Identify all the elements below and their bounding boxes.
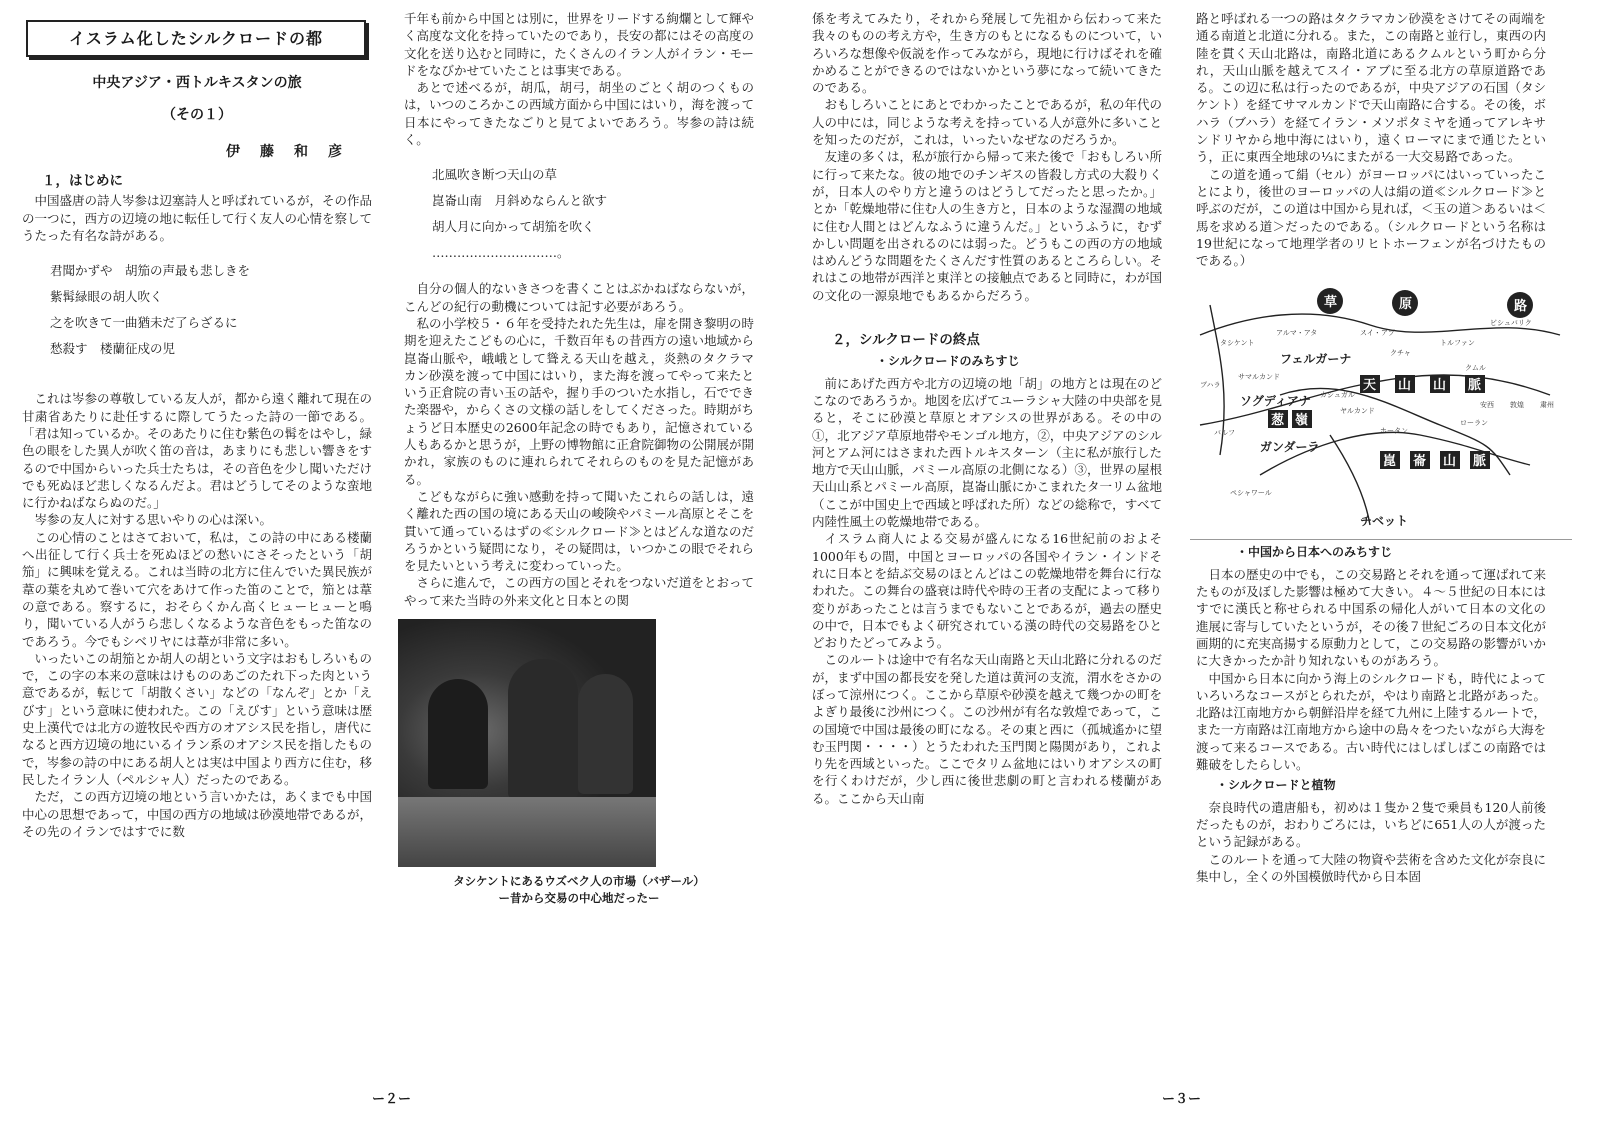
paragraph: いったいこの胡笳とか胡人の胡という文字はおもしろいもので，この字の本来の意味はけもののあごのたれ下った肉という意であるが，転じて「胡散くさい」などの「なんぞ」とか「えびす」という意味に使われた。この「えびす」という意味は歴史上漢代では北方の遊牧民や西方のオアシス民を指し，唐代になると西方辺境の地にいるイラン系のオアシス民を指したもので，岑参の詩の中にある胡人とは実は中国より西方に住む，移民したイラン人（ペルシャ人）だったのである。 [22,650,373,787]
paragraph: 中国盛唐の詩人岑参は辺塞詩人と呼ばれているが，その作品の一つに，西方の辺境の地に転任して行く友人の心情を察してうたった有名な詩がある。 [22,193,373,244]
poem-line: 愁殺す 楼蘭征戍の児 [50,341,176,357]
subsection-heading: ・中国から日本へのみちすじ [1236,545,1393,560]
map-city: 粛州 [1540,401,1554,410]
map-label-pamir-2: 嶺 [1295,413,1309,429]
map-label-steppe-3: 路 [1514,299,1528,315]
poem-line: 紫髯緑眼の胡人吹く [50,289,163,305]
poem-2 [432,162,754,266]
map-city: 敦煌 [1510,401,1524,410]
page-number-left: ー２ー [372,1092,412,1107]
poem-line: …………………………。 [432,245,570,261]
poem-line: 北風吹き断つ天山の草 [432,167,558,183]
map-label-gandhara: ガンダーラ [1260,440,1320,455]
map-city: サマルカンド [1238,373,1280,382]
paragraph: 奈良時代の遣唐船も，初めは１隻か２隻で乗員も120人前後だったものが，おわりごろには，いちどに651人の人が渡ったという記録がある。 [1196,799,1546,850]
map-city: タシケント [1220,339,1255,348]
map-label-ferghana: フェルガーナ [1280,352,1352,367]
paragraph: 私の小学校５・６年を受持たれた先生は，扉を開き黎明の時期を迎えたこどもの心に，千数百年もの昔西方の遠い地域から崑崙山脈や，峨峨として聳える天山を越え，炎熱のタクラマカン砂漠を渡って中国にはいり，また海を渡ってやって来たという正倉院の青い玉の話や，握り手のついた水指し，石でできた楽器や，からくさの文様の話しをしてくださった。時期がちょうど日本歴史の2600年記念の時でもあり，記憶されている人もあるかと思うが，上野の博物館に正倉院御物の公開展が開かれ，家族のものに連れられてそれらのものを見た記憶がある。 [404,315,755,487]
map-label-pamir-1: 葱 [1271,413,1285,429]
map-city: ビシュバリク [1490,319,1532,328]
photo-caption-line-1: タシケントにあるウズベク人の市場（バザール） [453,874,705,889]
poem-line: 君聞かずや 胡笳の声最も悲しきを [50,263,251,279]
paragraph: 路と呼ばれる一つの路はタクラマカン砂漠をさけてその両端を通る南道と北道に分れる。また，この南路と並行し，東西の内陸を貫く天山北路は，南路北道にあるクムルという町から分れ，天山山脈を越えてスイ・アブに至る北方の草原道路である。この辺に私は行ったのであるが，中央アジアの石国（タシケント）を経てサマルカンドで天山南路に合する。その後，ボハラ（ブハラ）を経てイラン・メソポタミヤを通ってアレキサンドリヤから地中海にはいり，遠くローマにまで通じたという，正に東西全地球の⅓にまたがる一大交易路であった。 [1196,11,1547,165]
author-name: 伊藤和彦 [226,143,362,160]
market-photo [398,619,656,867]
section-heading-2: ２，シルクロードの終点 [832,332,980,349]
map-label-kunlun-3: 山 [1443,454,1457,470]
map-city: カシュガル [1320,391,1355,400]
map-label-tianshan-1: 天 [1363,378,1377,394]
paragraph: これは岑参の尊敬している友人が，都から遠く離れて現在の甘粛省あたりに赴任するに際してうたった詩の一節である。「君は知っているか。そのあたりに住む紫色の髯をはやし，緑色の眼をした異人が吹く笛の音は，あまりにも悲しい響きをするので中国からいった兵士たちは，その音色を少し聞いただけでも死ぬほど悲しくなるんだよ。君はどうしてそのような蛮地に行かねばならぬのだ。」 [22,391,373,511]
paragraph: 中国から日本に向かう海上のシルクロードも，時代によっていろいろなコースがとられたが，やはり南路と北路があった。北路は江南地方から朝鮮沿岸を経て九州に上陸するルートで，また一方南路は江南地方から途中の島々をつたいながら大海を渡って来るコースである。古い時代にはしばしばこの南路では難破をしたらしい。 [1196,670,1547,773]
map-label-tianshan-3: 山 [1433,378,1447,394]
column-1 [22,14,372,1074]
paragraph: この心情のことはさておいて，私は，この詩の中にある楼蘭へ出征して行く兵士を死ぬほどの愁いにさそったという「胡笳」に興味を覚える。これは当時の北方に住んでいた異民族が葦の葉を丸めて巻いて穴をあけて作った笛のことで，笳とは葦の意である。察するに，おそらくかん高くヒューヒューと鳴り，聞いている人がうら悲しくなるような音色をもった笛なのであろう。今でもシベリヤには葦が非常に多い。 [22,529,373,649]
map-city: ローラン [1460,419,1488,428]
map-city: 安西 [1480,401,1494,410]
column-3 [812,10,1162,1070]
map-city: クチャ [1390,349,1411,358]
paragraph: 日本の歴史の中でも，この交易路とそれを通って運ばれて来たものが及ぼした影響は極めて大きい。４～５世紀の日本にはすでに漢氏と称せられる中国系の帰化人がいて日本の文化の進展に寄与していたというが，その後７世紀ごろの日本文化が画期的に充実高揚する原動力として，この交易路の影響がいかに大きかったか計り知れないものがあろう。 [1196,566,1547,669]
article-title: イスラム化したシルクロードの都 [26,20,366,57]
map-label-kunlun-1: 崑 [1383,454,1397,470]
paragraph: 岑参の友人に対する思いやりの心は深い。 [34,512,273,528]
paragraph: さらに進んで，この西方の国とそれをつないだ道をとおってやって来た当時の外来文化と日本との関 [404,575,754,608]
map-city: クムル [1465,364,1486,373]
silk-road-map [1190,275,1572,540]
paragraph: ただ，この西方辺境の地という言いかたは，あくまでも中国中心の思想であって，中国の西方の地域は砂漠地帯であるが，その先のイランではすでに数 [22,789,373,839]
paragraph: 前にあげた西方や北方の辺境の地「胡」の地方とは現在のどこなのであろうか。地図を広げてユーラシャ大陸の中央部を見ると，そこに砂漠と草原とオアシスの世界がある。その中の①，北アジア草原地帯やモンゴル地方，②，中央アジアのシル河とアム河にはさまれた西トルキスターン（主に私が旅行した地方で天山山脈，パミール高原の北側になる）③，世界の屋根天山山系とパミール高原，崑崙山脈にかこまれたタ一リム盆地（ここが中国史上で西域と呼ばれた所）などの総称で，すべて内陸性風土の乾燥地帯である。 [812,375,1163,530]
map-label-sogdiana: ソグディアナ [1240,394,1311,409]
map-drawing [1190,275,1572,539]
paragraph: この道を通って絹（セル）がヨーロッパにはいっていったことにより，後世のヨーロッパの人は絹の道≪シルクロード≫と呼ぶのだが，この道は中国から見れば，＜玉の道＞あるいは＜馬を求める道＞だったのである。（シルクロードという名称は19世紀になって地理学者のリヒトホーフェンが名づけたものである。） [1196,166,1547,269]
poem-line: 崑崙山南 月斜めならんと欲す [432,193,608,209]
map-city: ホータン [1380,427,1408,436]
map-label-steppe-1: 草 [1324,295,1338,311]
poem-line: 胡人月に向かって胡笳を吹く [432,219,595,235]
map-city: アルマ・アタ [1276,329,1318,338]
paragraph: おもしろいことにあとでわかったことであるが，私の年代の人の中には，同じような考えを持っている人が意外に多いことを知ったのだが，これは，いったいなぜなのだろうか。 [812,97,1163,148]
map-city: ペシャワール [1230,489,1272,498]
map-city: ブハラ [1200,381,1221,390]
column-2 [404,10,754,1070]
map-city: トルファン [1440,339,1475,348]
page-number-right: ー３ー [1162,1092,1202,1107]
paragraph: このルートを通って大陸の物資や芸術を含めた文化が奈良に集中し，全くの外国模倣時代から日本固 [1196,851,1547,884]
map-label-tianshan-4: 脈 [1468,378,1482,394]
map-label-kunlun-2: 崙 [1413,454,1427,470]
map-city: バルフ [1214,429,1235,438]
paragraph: 千年も前から中国とは別に，世界をリードする絢爛として輝やく高度な文化を持っていたのであり，長安の都にはその高度の文化を送り込むと同時に，たくさんのイラン人がイラン・モードをなびかせていたことは事実である。 [404,11,755,78]
paragraph: 自分の個人的ないきさつを書くことはぶかねばならないが，こんどの紀行の動機については記す必要があろう。 [404,281,755,314]
article-subtitle: 中央アジア・西トルキスタンの旅 [92,75,302,92]
map-label-steppe-2: 原 [1399,297,1413,313]
map-city: ヤルカンド [1340,407,1375,416]
subsection-heading: ・シルクロードと植物 [1216,778,1336,793]
map-city: スイ・アブ [1360,329,1395,338]
poem-1 [50,258,372,362]
paragraph: あとで述べるが，胡瓜，胡弓，胡坐のごとく胡のつくものは，いつのころかこの西域方面から中国にはいり，海を渡って日本にやってきたなごりと見てよいであろう。岑参の詩は続く。 [404,80,755,148]
paragraph: こどもながらに強い感動を持って聞いたこれらの話しは，遠く離れた西の国の境にある天山の峻険やパミール高原とそこを貫いて通っているはずの≪シルクロード≫とはどんな道なのだろうかという疑問になり，その疑問は，いつかこの眼でそれらを見たいという考えに変わっていった。 [404,488,755,574]
map-label-tibet: チベット [1360,514,1409,529]
part-label: （その１） [162,106,232,123]
map-label-kunlun-4: 脈 [1473,454,1487,470]
paragraph: このルートは途中で有名な天山南路と天山北路に分れるのだが，まず中国の都長安を発した道は黄河の支流，渭水をさかのぼって涼州につく。ここから草原や砂漠を越えて幾つかの町をよぎり最後に沙州につく。この沙州が有名な敦煌であって，この国境で中国は最後の町になる。その東と西に（孤城遙かに望む玉門関・・・・）とうたわれた玉門関と陽関があり，これより先を西域といった。ここでタリム盆地にはいりオアシスの町を行くわけだが，少し西に後世悲劇の町と言われる楼蘭がある。ここから天山南 [812,652,1163,806]
paragraph: 係を考えてみたり，それから発展して先祖から伝わって来た我々のものの考え方や，生き方のもとになるものについて，いろいろな想像や仮説を作ってみながら，現地に行けばそれを確かめることができるのではないかという夢になって続いてきたのである。 [812,11,1163,96]
paragraph: イスラム商人による交易が盛んになる16世紀前のおよそ1000年もの間，中国とヨーロッパの各国やイラン・インドそれに日本とを結ぶ交易のほとんどはこの乾燥地帯を舞台に行なわれた。この舞台の盛衰は時代や時の王者の支配によって移り変りがあったことは言うまでもないことであるが，過去の歴史の中で，日本でもよく研究されている漢の時代の交易路をひとどおりたどってみよう。 [812,531,1163,651]
column-4 [1196,10,1554,1070]
subsection-heading: ・シルクロードのみちすじ [876,354,1020,369]
map-label-tianshan-2: 山 [1398,378,1412,394]
poem-line: 之を吹きて一曲猶未だ了らざるに [50,315,238,331]
photo-caption-line-2: ー昔から交易の中心地だったー [498,891,660,906]
section-heading-1: １，はじめに [42,173,123,190]
paragraph: 友達の多くは，私が旅行から帰って来た後で「おもしろい所に行って来たな。彼の地でのチンギスの皆殺し方式の大殺りくが，日本人のやり方と違うのはどうしてだったと思ったか。」とか「乾燥地帯に住む人の生き方と，日本のような湿潤の地域に住む人間とはどんなふうに違うんだ。」というふうに，むずかしい問題を出されるのには弱った。どうもこの西の方の地域はめんどうな問題をたくさんだす性質のあるところらしい。それはこの地帯が西洋と東洋との接触点であると同時に，わが国の文化の一源泉地でもあるからだろう。 [812,149,1163,303]
